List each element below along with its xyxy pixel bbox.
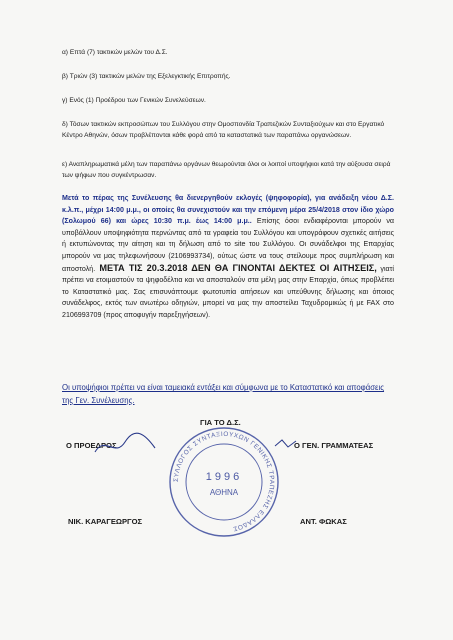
secretary-title [294,441,373,450]
stamp-seal-icon [164,422,284,542]
candidates-note [62,382,394,408]
list-item-e-text: ε) Αναπληρωματικά μέλη των παραπάνω οργάνων θεωρούνται όλοι οι λοιποί υποψήφιοι κατά την αύξουσα σειρά των ψήφων που συγκέντρωσαν. [62,161,391,179]
official-stamp [164,422,284,542]
elections-text: Μετά το πέρας της Συνέλευσης θα διενεργηθούν εκλογές (ψηφοφορία), για ανάδειξη νέου Δ.Σ. κ.λ.π., μέχρι 14:00 μ.μ., οι οποίες θα συνεχιστούν και την επόμενη μέρα 25/4/2018 στον ίδιο χώρο (Σολωμού 66) και ώρες 10:30 π.μ. έως 14:00 μ.μ.. [62,194,394,226]
ballot-text: γιατί πρέπει να ετοιμαστούν τα ψηφοδέλτια και να αποσταλούν στα μέλη μας στην Επαρχία, όπως προβλέπει το Καταστατικό μας. Σας επισυνάπτουμε φωτοτυπία αιτήσεων και υπεύθυνης δήλωσης και όποιος συνάδελφος, εκτός των ανωτέρω οδηγιών, μπορεί να μας την αποστείλει Ταχυδρομικώς ή με FAX στο 2106993709 (προς αποφυγήν παρεξηγήσεων). [62,264,395,319]
svg-text:1996: 1996 [205,471,243,483]
president-name-text: ΝΙΚ. ΚΑΡΑΓΕΩΡΓΟΣ [68,517,143,526]
deadline-text: ΜΕΤΑ ΤΙΣ 20.3.2018 ΔΕΝ ΘΑ ΓΙΝΟΝΤΑΙ ΔΕΚΤΕΣ ΟΙ ΑΙΤΗΣΕΙΣ, [95,262,377,273]
list-item-d [62,120,392,141]
svg-text:ΣΥΛΛΟΓΟΣ ΣΥΝΤΑΞΙΟΥΧΩΝ ΓΕΝΙΚΗΣ: ΣΥΛΛΟΓΟΣ ΣΥΝΤΑΞΙΟΥΧΩΝ ΓΕΝΙΚΗΣ ΤΡΑΠΕΖΗΣ ΕΛΛΑΔΟΣ [172,430,276,533]
for-board-text: ΓΙΑ ΤΟ Δ.Σ. [200,418,241,427]
list-item-c-text: γ) Ενός (1) Προέδρου των Γενικών Συνελεύσεων. [62,97,206,104]
secretary-name [300,517,347,526]
candidates-note-text: Οι υποψήφιοι πρέπει να είναι ταμειακά εντάξει και σύμφωνα με το Καταστατικό και αποφάσεις της Γεν. Συνέλευσης. [62,383,385,405]
list-item-a [62,48,392,59]
president-name [68,517,142,526]
secretary-name-text: ΑΝΤ. ΦΩΚΑΣ [300,517,347,526]
president-title-text: Ο ΠΡΟΕΔΡΟΣ [66,441,117,450]
list-item-b-text: β) Τριών (3) τακτικών μελών της Εξελεγκτικής Επιτροπής. [62,73,231,80]
list-item-a-text: α) Επτά (7) τακτικών μελών του Δ.Σ. [62,49,168,56]
president-signature [90,430,160,460]
svg-text:ΑΘΗΝΑ: ΑΘΗΝΑ [209,488,239,497]
list-item-c [62,96,392,107]
list-item-b [62,72,392,83]
candidacy-text: Επίσης όσοι ενδιαφέρονται μπορούν να υποβάλλουν υποψηφιότητα περνώντας από τα γραφεία του Συλλόγου και υπογράφουν σχετικές αιτήσεις ή εκτυπώνοντας την αίτηση και τη δήλωση από το site του Συλλόγου. Οι συνάδελφοι της Επαρχίας μπορούν να μας τηλεφωνήσουν (2106993734), ούτως ώστε να τους στείλουμε προς συμπλήρωση και αποστολή. [62,217,394,273]
secretary-title-text: Ο ΓΕΝ. ΓΡΑΜΜΑΤΕΑΣ [294,441,374,450]
main-paragraph [62,193,394,322]
list-item-e [62,160,392,181]
list-item-d-text: δ) Τόσων τακτικών εκπροσώπων του Συλλόγου στην Ομοσπονδία Τραπεζικών Συνταξιούχων και στο Εργατικό Κέντρο Αθηνών, όσων προβλέπονται κάθε φορά από τα καταστατικά των παραπάνω οργανώσεων. [62,121,385,139]
